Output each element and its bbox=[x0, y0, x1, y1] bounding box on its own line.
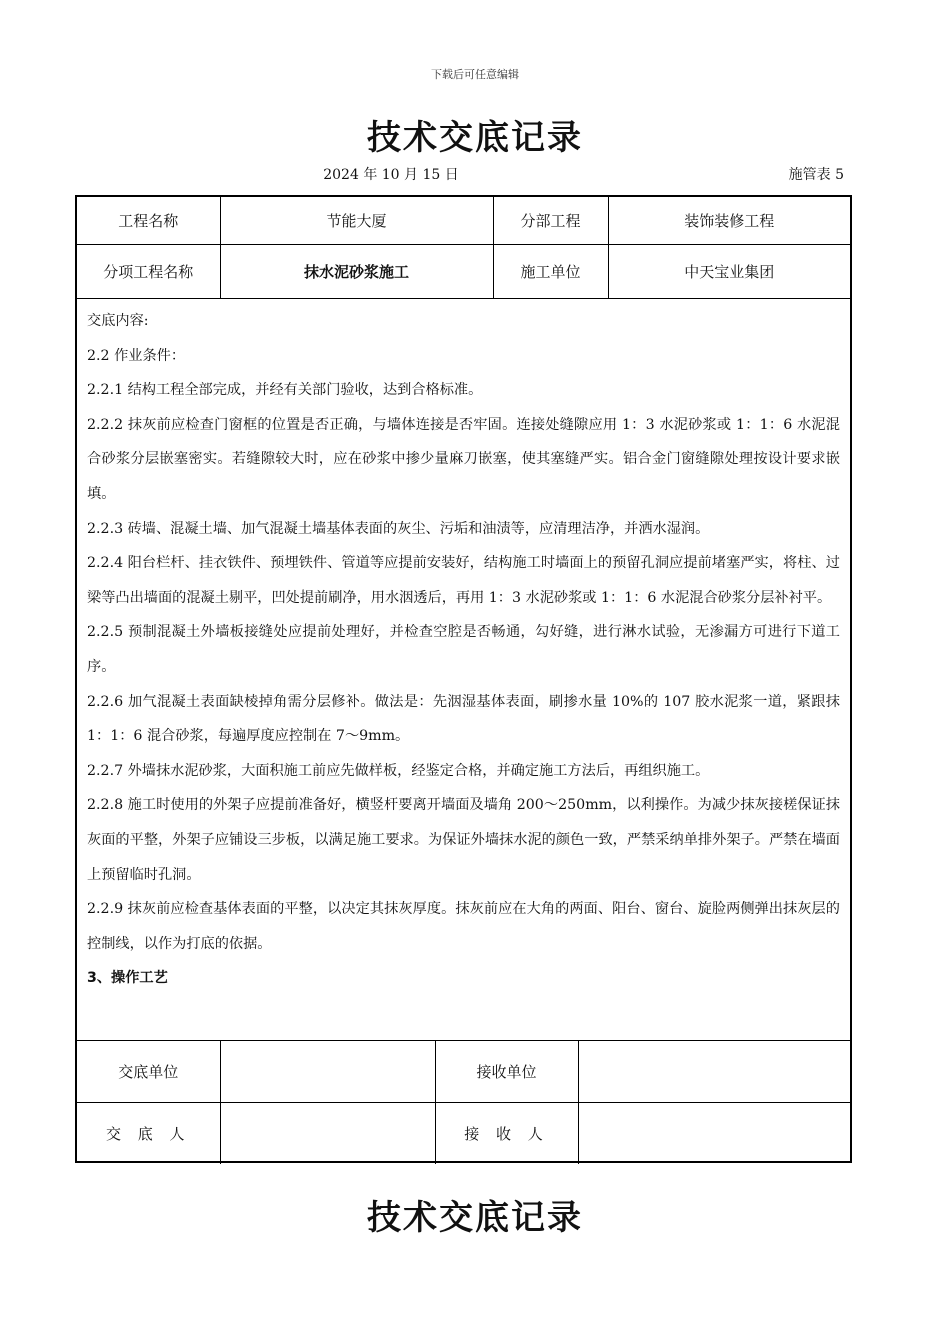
paragraph-2-2-1: 2.2.1 结构工程全部完成，并经有关部门验收，达到合格标准。 bbox=[87, 382, 483, 399]
receiver-unit-field[interactable] bbox=[578, 1041, 850, 1103]
paragraph-2-2-6: 2.2.6 加气混凝土表面缺棱掉角需分层修补。做法是：先洇湿基体表面，刷掺水量 10%的 107 胶水泥浆一道，紧跟抹 1：1：6 混合砂浆，每遍厚度应控制在 7～9mm。 bbox=[87, 693, 840, 745]
header-note: 下载后可任意编辑 bbox=[431, 68, 519, 81]
receiver-person-field[interactable] bbox=[578, 1103, 850, 1165]
paragraph-2-2-7: 2.2.7 外墙抹水泥砂浆，大面积施工前应先做样板，经鉴定合格，并确定施工方法后，再组织施工。 bbox=[87, 762, 710, 779]
section-3-heading: 3、操作工艺 bbox=[87, 970, 168, 987]
paragraph-2-2-2: 2.2.2 抹灰前应检查门窗框的位置是否正确，与墙体连接是否牢固。连接处缝隙应用 1：3 水泥砂浆或 1：1：6 水泥混合砂浆分层嵌塞密实。若缝隙较大时，应在砂浆中掺少量麻刀嵌塞，使其塞缝严实。铝合金门窗缝隙处理按设计要求嵌填。 bbox=[87, 416, 840, 502]
next-page-title: 技术交底记录 bbox=[367, 1198, 583, 1238]
issuer-person-field[interactable] bbox=[220, 1103, 435, 1165]
receiver-unit-label: 接收单位 bbox=[435, 1041, 578, 1103]
issuer-person-label: 交 底 人 bbox=[77, 1103, 220, 1165]
paragraph-2-2-9: 2.2.9 抹灰前应检查基体表面的平整，以决定其抹灰厚度。抹灰前应在大角的两面、阳台、窗台、旋脸两侧弹出抹灰层的控制线，以作为打底的依据。 bbox=[87, 901, 840, 952]
paragraph-2-2-5: 2.2.5 预制混凝土外墙板接缝处应提前处理好，并检查空腔是否畅通，勾好缝，进行淋水试验，无渗漏方可进行下道工序。 bbox=[87, 624, 840, 675]
division-label: 分部工程 bbox=[493, 197, 608, 245]
project-name-label: 工程名称 bbox=[77, 197, 220, 245]
paragraph-2-2-8: 2.2.8 施工时使用的外架子应提前准备好，横竖杆要离开墙面及墙角 200～250mm，以利操作。为减少抹灰接槎保证抹灰面的平整，外架子应铺设三步板，以满足施工要求。为保证外墙抹水泥的颜色一致，严禁采纳单排外架子。严禁在墙面上预留临时孔洞。 bbox=[87, 797, 840, 883]
briefing-content bbox=[77, 299, 850, 1039]
info-row-1 bbox=[77, 197, 850, 245]
project-info-table bbox=[77, 197, 850, 299]
record-form bbox=[75, 195, 852, 1163]
receiver-person-label: 接 收 人 bbox=[435, 1103, 578, 1165]
info-row-2 bbox=[77, 245, 850, 299]
document-date: 2024 年 10 月 15 日 bbox=[323, 167, 459, 183]
content-heading: 交底内容: bbox=[87, 313, 149, 329]
form-number: 施管表 5 bbox=[788, 167, 844, 183]
division-value: 装饰装修工程 bbox=[608, 197, 850, 245]
paragraph-2-2-3: 2.2.3 砖墙、混凝土墙、加气混凝土墙基体表面的灰尘、污垢和油渍等，应清理洁净，并洒水湿润。 bbox=[87, 520, 710, 537]
subitem-label: 分项工程名称 bbox=[77, 245, 220, 299]
subitem-value: 抹水泥砂浆施工 bbox=[220, 245, 493, 299]
contractor-value: 中天宝业集团 bbox=[608, 245, 850, 299]
signature-table bbox=[77, 1040, 850, 1164]
paragraph-2-2: 2.2 作业条件： bbox=[87, 347, 186, 364]
document-title: 技术交底记录 bbox=[367, 118, 583, 158]
date-row bbox=[76, 164, 844, 186]
signature-row-person bbox=[77, 1103, 850, 1165]
signature-row-unit bbox=[77, 1041, 850, 1103]
paragraph-2-2-4: 2.2.4 阳台栏杆、挂衣铁件、预埋铁件、管道等应提前安装好，结构施工时墙面上的预留孔洞应提前堵塞严实，将柱、过梁等凸出墙面的混凝土剔平，凹处提前刷净，用水洇透后，再用 1：3 水泥砂浆或 1：1：6 水泥混合砂浆分层补衬平。 bbox=[87, 555, 840, 606]
issuer-unit-field[interactable] bbox=[220, 1041, 435, 1103]
project-name-value: 节能大厦 bbox=[220, 197, 493, 245]
contractor-label: 施工单位 bbox=[493, 245, 608, 299]
issuer-unit-label: 交底单位 bbox=[77, 1041, 220, 1103]
